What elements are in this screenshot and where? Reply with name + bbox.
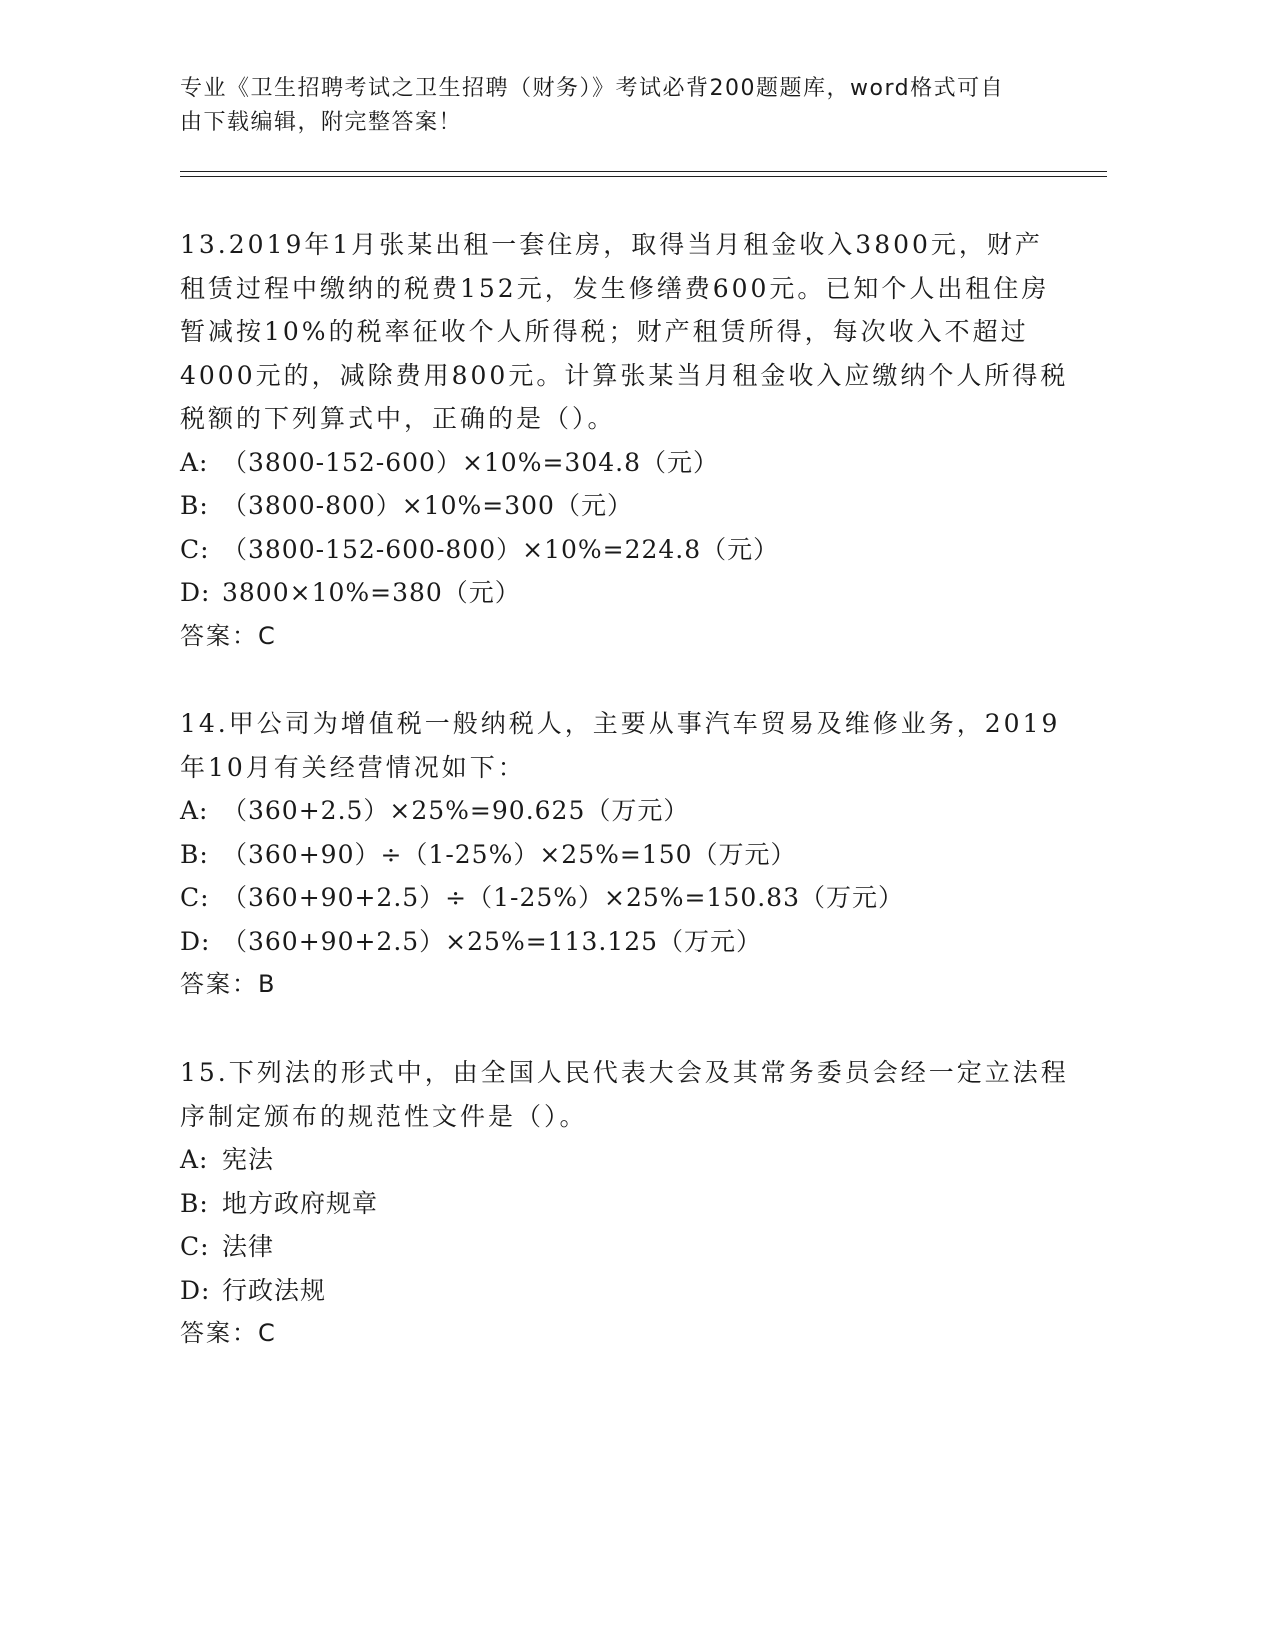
option-letter: A:	[180, 447, 209, 477]
option-letter: D:	[180, 1275, 211, 1305]
question-15	[180, 1051, 1070, 1356]
option-c	[180, 528, 1070, 572]
header-rule-top	[180, 171, 1107, 172]
option-letter: B:	[180, 839, 209, 869]
option-d	[180, 571, 1070, 615]
option-a	[180, 441, 1070, 485]
option-letter: C:	[180, 1232, 210, 1261]
answer-line: 答案：B	[180, 970, 277, 998]
option-letter: A:	[180, 1145, 209, 1174]
option-text: （3800-152-600）×10%=304.8（元）	[222, 447, 719, 477]
answer-line: 答案：C	[180, 1319, 277, 1347]
option-letter: D:	[180, 926, 211, 956]
option-letter: A:	[180, 796, 209, 825]
question-14	[180, 702, 1070, 1007]
option-text: 3800×10%=380（元）	[222, 578, 521, 607]
option-text: 行政法规	[222, 1275, 327, 1305]
option-letter: C:	[180, 534, 210, 564]
option-b	[180, 1182, 1070, 1226]
answer-line: 答案：C	[180, 621, 277, 650]
option-text: 法律	[222, 1232, 275, 1261]
question-13	[180, 223, 1070, 658]
header-line-2: 由下载编辑，附完整答案！	[180, 110, 463, 135]
option-text: 地方政府规章	[222, 1188, 379, 1218]
option-d	[180, 920, 1070, 964]
option-b	[180, 484, 1070, 528]
option-letter: D:	[180, 578, 211, 607]
document-header	[180, 72, 1060, 140]
header-rule-bottom	[180, 176, 1107, 177]
option-text: （360+90）÷（1-25%）×25%=150（万元）	[222, 839, 797, 869]
option-letter: B:	[180, 491, 209, 520]
question-stem: 13.2019年1月张某出租一套住房，取得当月租金收入3800元，财产租赁过程中缴纳的税费152元，发生修缮费600元。已知个人出租住房暂减按10%的税率征收个人所得税；财产租赁所得，每次收入不超过4000元的，减除费用800元。计算张某当月租金收入应缴纳个人所得税税额的下列算式中，正确的是（）。	[180, 230, 1069, 433]
option-text: （3800-152-600-800）×10%=224.8（元）	[222, 534, 780, 564]
option-text: （360+90+2.5）×25%=113.125（万元）	[222, 926, 763, 956]
option-text: （3800-800）×10%=300（元）	[222, 491, 633, 520]
option-letter: B:	[180, 1188, 209, 1218]
option-c	[180, 1225, 1070, 1269]
question-stem: 14.甲公司为增值税一般纳税人，主要从事汽车贸易及维修业务，2019年10月有关经营情况如下：	[180, 709, 1061, 782]
option-c	[180, 876, 1070, 920]
header-line-1: 专业《卫生招聘考试之卫生招聘（财务）》考试必背200题题库，word格式可自	[180, 76, 1005, 101]
option-b	[180, 833, 1070, 877]
option-text: （360+90+2.5）÷（1-25%）×25%=150.83（万元）	[222, 883, 904, 912]
question-stem: 15.下列法的形式中，由全国人民代表大会及其常务委员会经一定立法程序制定颁布的规范性文件是（）。	[180, 1058, 1069, 1131]
option-a	[180, 789, 1070, 833]
option-a	[180, 1138, 1070, 1182]
option-text: 宪法	[222, 1145, 275, 1174]
option-letter: C:	[180, 883, 210, 912]
option-d	[180, 1269, 1070, 1313]
option-text: （360+2.5）×25%=90.625（万元）	[222, 796, 690, 825]
